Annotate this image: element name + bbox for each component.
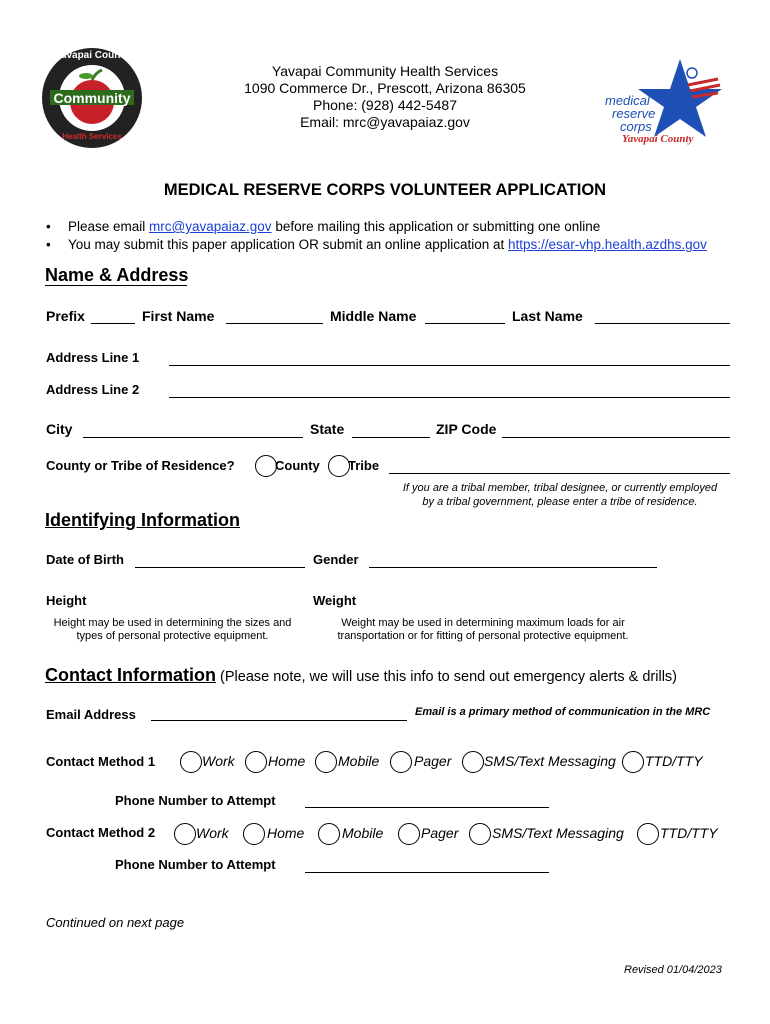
city-label: City [46,421,73,437]
address-line-2-label: Address Line 2 [46,382,140,397]
weight-note-line1: Weight may be used in determining maximum loads for air [341,617,625,629]
address-line-1-field[interactable] [169,365,730,366]
city-field[interactable] [83,437,303,438]
contact-method-1-pager-label: Pager [414,753,452,769]
weight-label: Weight [313,593,357,608]
medical-reserve-corps-logo [600,55,730,150]
tribe-note-line2: by a tribal government, please enter a tribe of residence. [422,496,698,508]
contact-method-2-mobile-radio[interactable] [318,823,340,845]
gender-field[interactable] [369,567,657,568]
prefix-field[interactable] [91,323,135,324]
contact-method-1-ttd-tty-label: TTD/TTY [645,753,703,769]
address-line-1-label: Address Line 1 [46,350,140,365]
org-phone: Phone: (928) 442-5487 [313,97,457,113]
gender-label: Gender [313,552,359,567]
logo-left-mid-text: Community [53,90,131,106]
county-radio[interactable] [255,455,277,477]
section-name-address-underline [45,285,187,286]
email-address-label: Email Address [46,707,136,722]
phone-attempt-1-label: Phone Number to Attempt [115,793,276,808]
state-label: State [310,421,345,437]
contact-method-1-mobile-radio[interactable] [315,751,337,773]
contact-method-2-pager-label: Pager [421,825,459,841]
contact-method-1-label: Contact Method 1 [46,754,156,769]
state-field[interactable] [352,437,430,438]
height-note-line2: types of personal protective equipment. [76,630,269,642]
dob-label: Date of Birth [46,552,124,567]
address-line-2-field[interactable] [169,397,730,398]
weight-note-line2: transportation or for fitting of personal protective equipment. [337,630,629,642]
mrc-logo-line2: reserve [612,106,656,121]
section-identifying: Identifying Information [45,510,240,530]
last-name-field[interactable] [595,323,730,324]
contact-method-2-sms-text-messaging-label: SMS/Text Messaging [492,825,624,841]
mrc-logo-line3: corps [620,119,652,134]
contact-method-2-work-radio[interactable] [174,823,196,845]
zip-code-label: ZIP Code [436,421,497,437]
continued-note: Continued on next page [46,915,185,930]
contact-method-1-work-radio[interactable] [180,751,202,773]
bullet-1 [46,219,600,234]
first-name-field[interactable] [226,323,323,324]
contact-method-1-work-label: Work [202,753,235,769]
contact-method-2-pager-radio[interactable] [398,823,420,845]
org-name: Yavapai Community Health Services [271,63,499,79]
org-address: 1090 Commerce Dr., Prescott, Arizona 86305 [244,80,526,96]
dob-field[interactable] [135,567,305,568]
bullet-2 [46,237,707,252]
contact-method-1-sms-text-messaging-label: SMS/Text Messaging [484,753,616,769]
height-note-line1: Height may be used in determining the sizes and [53,617,292,629]
yavapai-community-health-logo [40,46,144,150]
county-tribe-field[interactable] [389,473,730,474]
phone-attempt-1-field[interactable] [305,807,549,808]
contact-header [45,665,677,686]
contact-method-2-label: Contact Method 2 [46,825,156,840]
tribe-option-label: Tribe [348,458,380,473]
county-tribe-label: County or Tribe of Residence? [46,458,235,473]
middle-name-label: Middle Name [330,308,417,324]
contact-method-2-home-label: Home [267,825,305,841]
county-option-label: County [275,458,320,473]
contact-method-2-ttd-tty-radio[interactable] [637,823,659,845]
zip-code-field[interactable] [502,437,730,438]
bullet-dot: • [46,219,51,234]
contact-note: (Please note, we will use this info to send out emergency alerts & drills) [216,669,677,685]
contact-method-1-ttd-tty-radio[interactable] [622,751,644,773]
contact-method-1-home-label: Home [268,753,306,769]
contact-method-2-home-radio[interactable] [243,823,265,845]
esar-vhp-link[interactable]: https://esar-vhp.health.azdhs.gov [508,237,707,252]
contact-method-2-sms-text-messaging-radio[interactable] [469,823,491,845]
contact-method-1-sms-text-messaging-radio[interactable] [462,751,484,773]
email-note: Email is a primary method of communication in the MRC [415,706,711,718]
first-name-label: First Name [142,308,215,324]
email-address-field[interactable] [151,720,407,721]
last-name-label: Last Name [512,308,583,324]
bullet-1-pre: Please email [68,219,150,234]
org-header [185,63,585,131]
contact-method-2-work-label: Work [196,825,229,841]
prefix-label: Prefix [46,308,85,324]
contact-method-2-mobile-label: Mobile [342,825,384,841]
mrc-logo-line1: medical [605,93,650,108]
contact-method-1-pager-radio[interactable] [390,751,412,773]
page-title: MEDICAL RESERVE CORPS VOLUNTEER APPLICATION [163,181,607,199]
contact-method-2-ttd-tty-label: TTD/TTY [660,825,718,841]
phone-attempt-2-label: Phone Number to Attempt [115,857,276,872]
middle-name-field[interactable] [425,323,505,324]
mrc-email-link[interactable]: mrc@yavapaiaz.gov [149,219,272,234]
org-email: Email: mrc@yavapaiaz.gov [300,114,470,130]
phone-attempt-2-field[interactable] [305,872,549,873]
contact-method-1-mobile-label: Mobile [338,753,380,769]
contact-method-1-home-radio[interactable] [245,751,267,773]
bullet-1-post: before mailing this application or submitting one online [271,219,601,234]
logo-left-bottom-text: Health Services [62,132,122,141]
section-name-address: Name & Address [45,265,189,285]
tribe-note-line1: If you are a tribal member, tribal designee, or currently employed [402,482,718,494]
logo-left-top-text: Yavapai County [54,50,130,61]
height-label: Height [46,593,87,608]
bullet-2-pre: You may submit this paper application OR submit an online application at [68,237,509,252]
mrc-logo-line4: Yavapai County [622,133,694,145]
bullet-dot: • [46,237,51,252]
tribe-radio[interactable] [328,455,350,477]
section-contact: Contact Information [45,665,216,685]
revised-date: Revised 01/04/2023 [624,964,722,976]
